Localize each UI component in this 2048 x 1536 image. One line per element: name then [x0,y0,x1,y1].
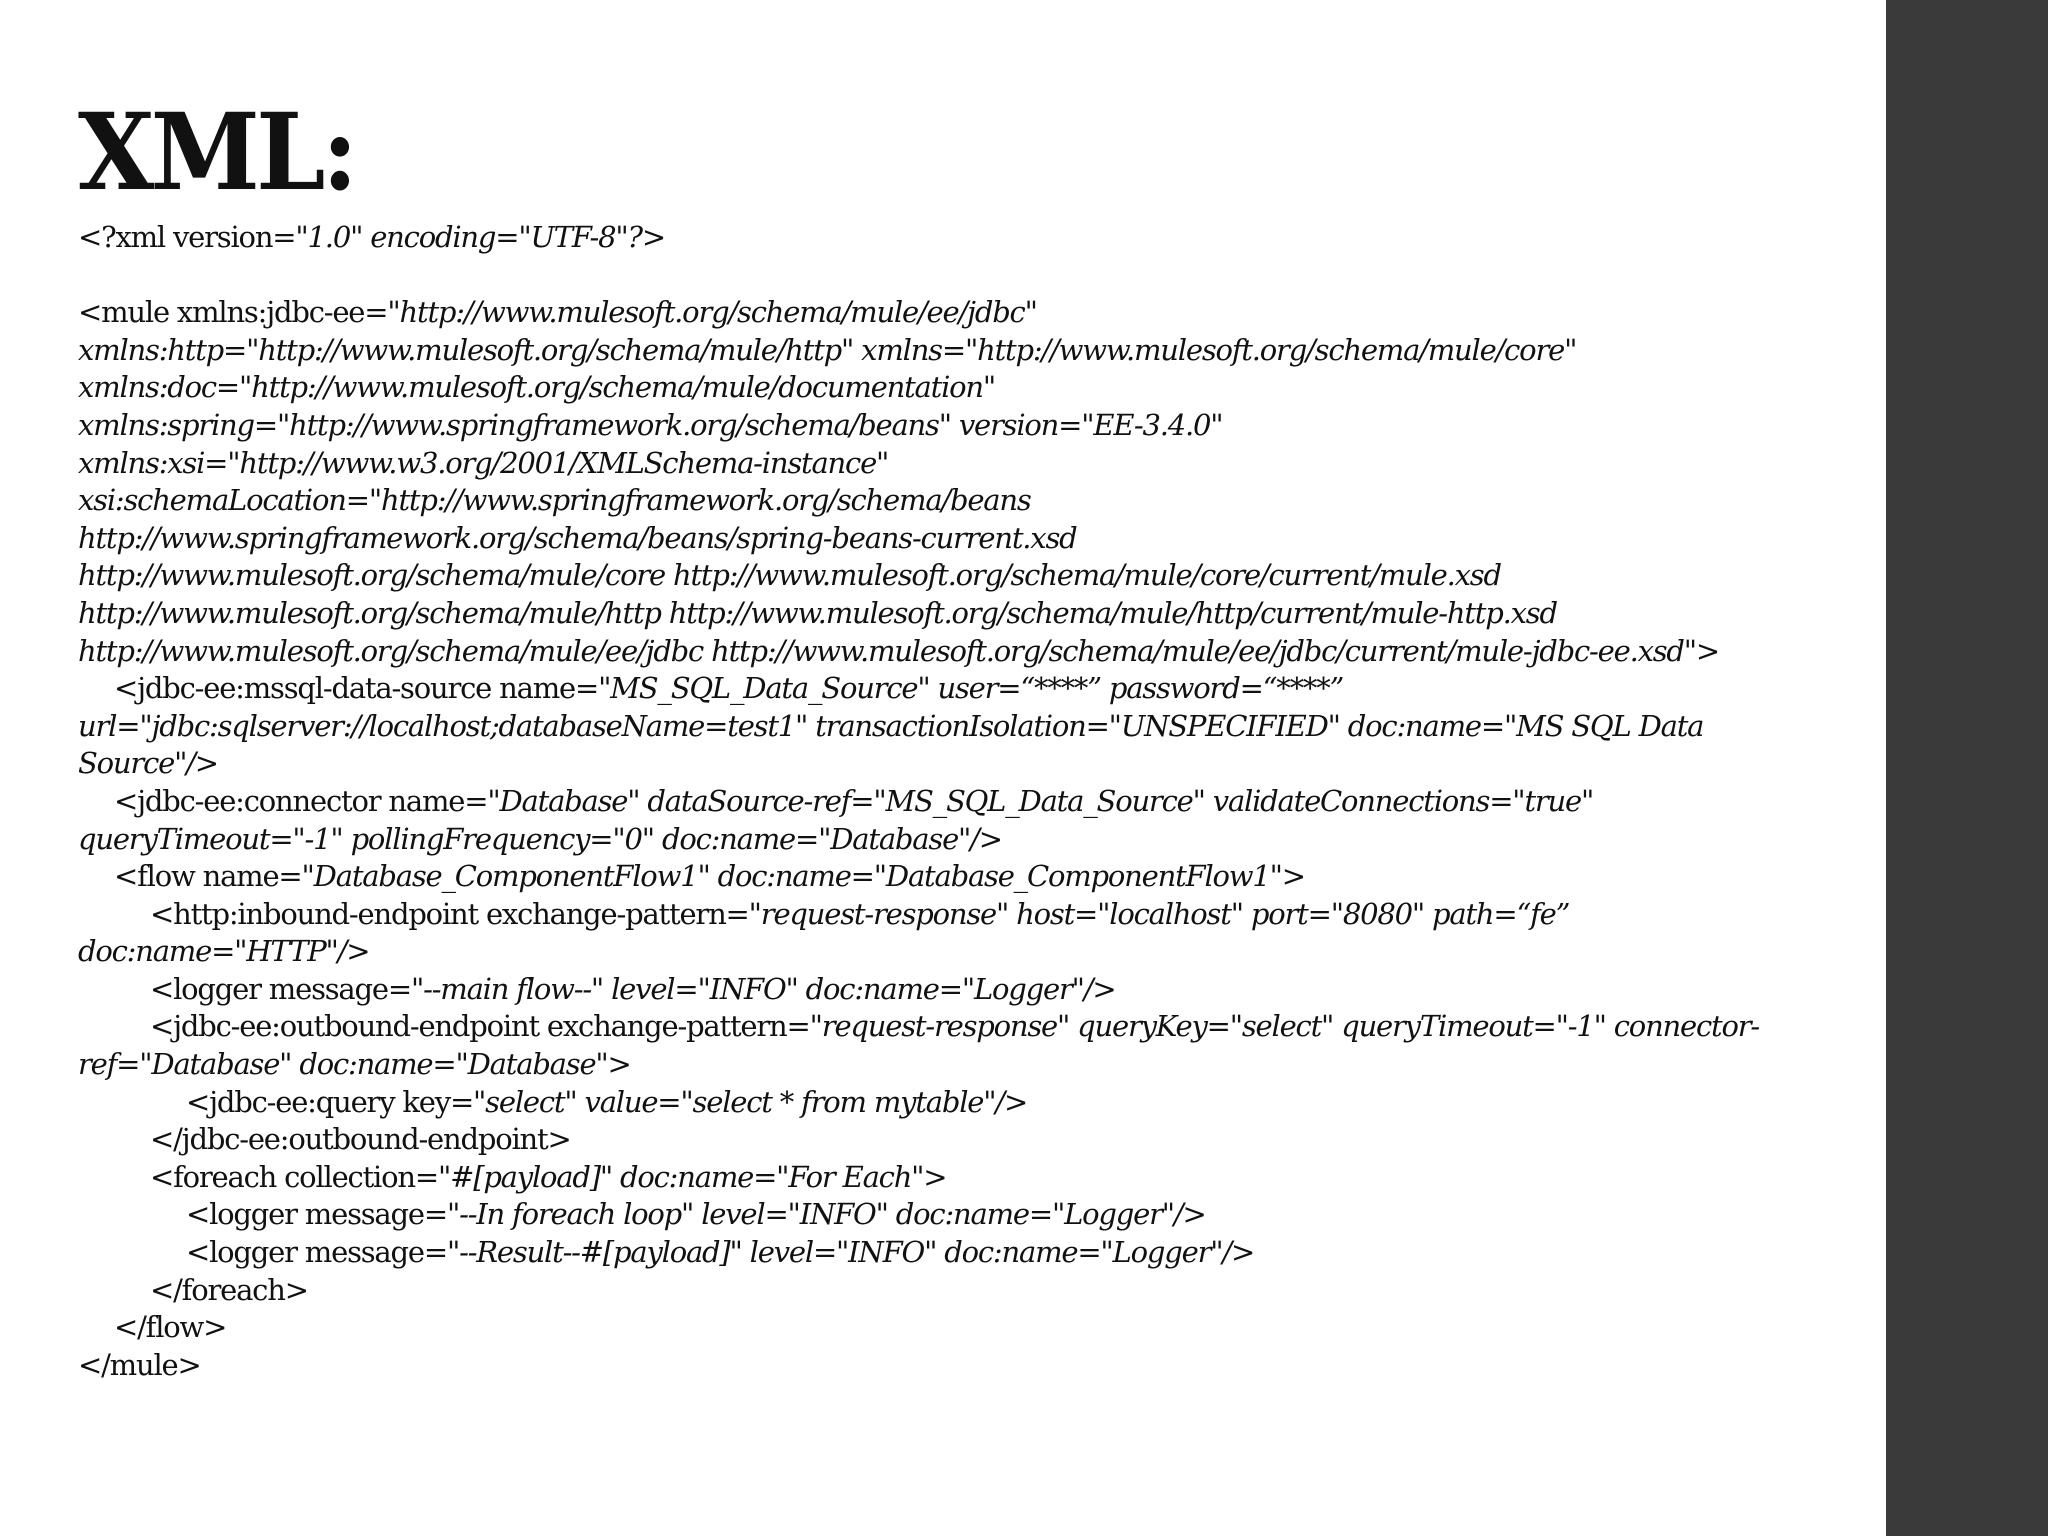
code-line [78,595,1868,633]
code-line [78,708,1868,746]
code-line-plain: <?xml version= [78,220,296,254]
code-line-plain: <jdbc-ee:connector name= [114,783,488,818]
code-line [78,858,1868,896]
code-line-italic: "--main flow--" level="INFO" doc:name="Logger"/> [410,971,1116,1006]
code-line [78,1196,1868,1234]
code-line-italic: "--Result--#[payload]" level="INFO" doc:name="Logger"/> [446,1235,1255,1270]
code-line [78,294,1868,332]
code-line [78,745,1868,783]
code-line [78,482,1868,520]
code-line [78,1121,1868,1159]
code-line-plain: </mule> [78,1347,201,1382]
code-line-plain: <logger message= [186,1235,447,1270]
code-line-italic: http://www.springframework.org/schema/beans/spring-beans-current.xsd [78,520,1077,555]
code-line-italic: "1.0" encoding="UTF-8"?> [295,220,665,254]
code-line [78,520,1868,558]
code-line [78,1309,1868,1347]
code-line [78,1046,1868,1084]
code-line-italic: "request-response" queryKey="select" queryTimeout="-1" connector- [809,1009,1760,1044]
code-line-plain: <mule xmlns:jdbc-ee= [78,295,388,330]
code-line-plain: </foreach> [150,1272,308,1307]
code-line-plain: <logger message= [150,971,411,1006]
code-line-italic: queryTimeout="-1" pollingFrequency="0" doc:name="Database"/> [78,821,1002,856]
code-line-italic: xsi:schemaLocation="http://www.springframework.org/schema/beans [78,483,1031,518]
code-line-italic: Source"/> [78,746,218,781]
code-line-italic: "Database" dataSource-ref="MS_SQL_Data_Source" validateConnections="true" [487,783,1594,818]
code-line-italic: http://www.mulesoft.org/schema/mule/http http://www.mulesoft.org/schema/mule/http/current/mule-http.xsd [78,595,1557,630]
code-line-plain: <http:inbound-endpoint exchange-pattern= [150,896,749,931]
code-line [78,332,1868,370]
code-line [78,821,1868,859]
code-line-italic: xmlns:xsi="http://www.w3.org/2001/XMLSchema-instance" [78,445,889,480]
code-line-italic: "Database_ComponentFlow1" doc:name="Database_ComponentFlow1"> [301,859,1305,894]
xml-code-block [78,219,1868,1384]
code-line [78,633,1868,671]
code-line [78,1347,1868,1385]
code-line-italic: "select" value="select * from mytable"/> [473,1084,1028,1119]
code-line-plain: <jdbc-ee:mssql-data-source name= [114,671,599,706]
code-line-italic: "http://www.mulesoft.org/schema/mule/ee/jdbc" [387,295,1037,330]
code-line-italic: "#[payload]" doc:name="For Each"> [437,1159,947,1194]
code-line [78,1159,1868,1197]
code-line [78,1084,1868,1122]
code-line-plain: <flow name= [114,859,302,894]
code-line-plain: </flow> [114,1310,227,1345]
code-line [78,257,1868,295]
slide-title: XML: [78,89,355,214]
code-line-plain: </jdbc-ee:outbound-endpoint> [150,1122,571,1157]
code-line-italic: "--In foreach loop" level="INFO" doc:name="Logger"/> [446,1197,1206,1232]
code-line-plain: <jdbc-ee:outbound-endpoint exchange-pattern= [150,1009,810,1044]
code-line [78,407,1868,445]
code-line [78,783,1868,821]
code-line-italic: xmlns:doc="http://www.mulesoft.org/schema/mule/documentation" [78,370,996,405]
code-line [78,933,1868,971]
code-line [78,670,1868,708]
code-line [78,219,1868,257]
code-line-italic: ref="Database" doc:name="Database"> [78,1047,631,1082]
code-line-italic: url="jdbc:sqlserver://localhost;databaseName=test1" transactionIsolation="UNSPECIFIED" doc:name="MS SQL Data [78,708,1704,743]
code-line-italic: http://www.mulesoft.org/schema/mule/ee/jdbc http://www.mulesoft.org/schema/mule/ee/jdbc/current/mule-jdbc-ee.xsd"> [78,633,1720,668]
code-line [78,445,1868,483]
code-line-italic: doc:name="HTTP"/> [78,934,370,969]
code-line-italic: xmlns:http="http://www.mulesoft.org/schema/mule/http" xmlns="http://www.mulesoft.org/schema/mule/core" [78,332,1577,367]
code-line-italic: http://www.mulesoft.org/schema/mule/core http://www.mulesoft.org/schema/mule/core/current/mule.xsd [78,558,1501,593]
code-line [78,1272,1868,1310]
code-line-italic: "MS_SQL_Data_Source" user=“****” password=“****” [598,671,1344,706]
code-line-plain: <jdbc-ee:query key= [186,1084,474,1119]
code-line [78,557,1868,595]
right-sidebar-bar [1886,0,2048,1536]
code-line [78,1234,1868,1272]
code-line-italic: "request-response" host="localhost" port="8080" path=“fe” [748,896,1570,931]
code-line-plain: <foreach collection= [150,1159,438,1194]
code-line [78,369,1868,407]
code-line-italic: xmlns:spring="http://www.springframework.org/schema/beans" version="EE-3.4.0" [78,407,1223,442]
code-line [78,971,1868,1009]
code-line-plain: <logger message= [186,1197,447,1232]
code-line [78,896,1868,934]
code-line [78,1008,1868,1046]
